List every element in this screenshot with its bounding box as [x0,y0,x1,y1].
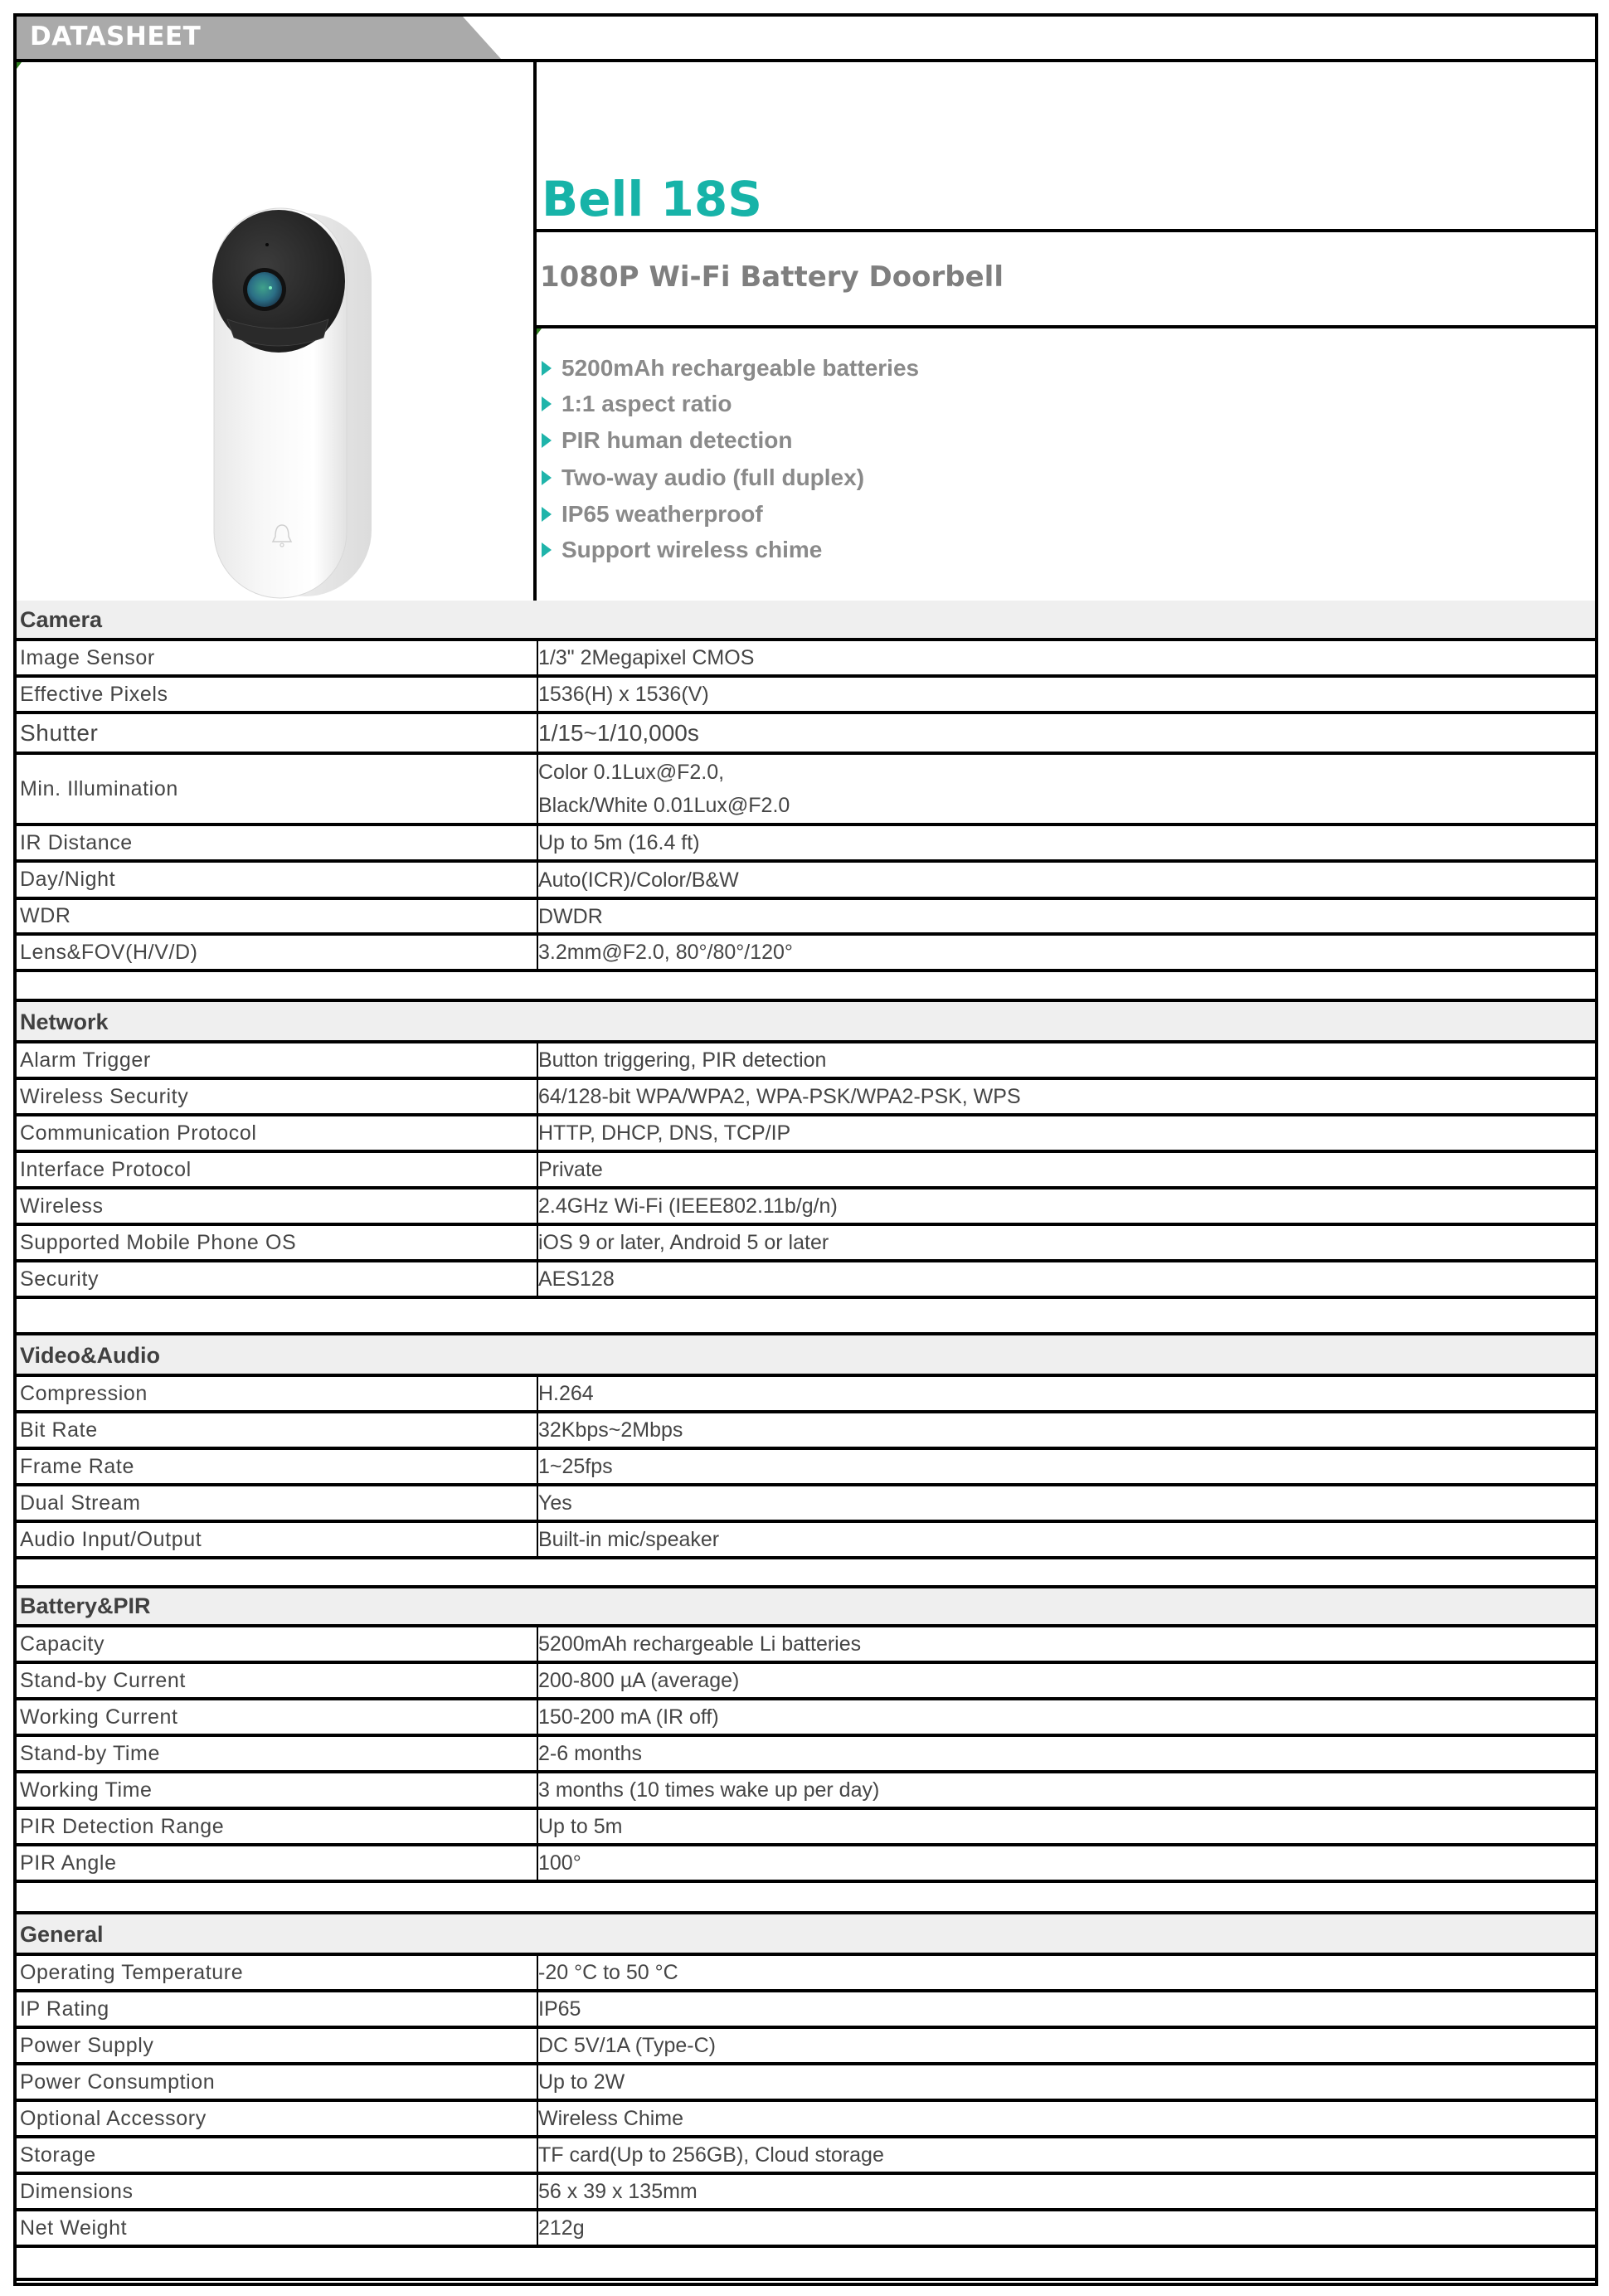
spec-value [535,1773,1595,1807]
feature-text: Two-way audio (full duplex) [561,465,865,490]
triangle-bullet-icon [542,396,552,411]
spec-row [17,900,1595,936]
spec-row [17,678,1595,714]
section-title: Video&Audio [20,1343,161,1368]
feature-text: PIR human detection [561,427,793,453]
datasheet-banner [17,17,1595,62]
spec-row [17,1956,1595,1992]
feature-text: IP65 weatherproof [561,501,763,527]
spec-row [17,1413,1595,1450]
spec-row [17,1664,1595,1700]
spec-value [535,1413,1595,1447]
spec-row [17,1846,1595,1883]
section-title: Camera [20,607,103,632]
section-spacer [17,1559,1595,1588]
spec-row [17,863,1595,900]
feature-item [542,355,919,382]
spec-value [535,1080,1595,1113]
section-header-battery-pir [17,1588,1595,1627]
spec-label: Wireless Security [17,1080,538,1113]
spec-label: Frame Rate [17,1450,538,1483]
spec-label: Bit Rate [17,1413,538,1447]
spec-label: WDR [17,900,538,932]
spec-label: Alarm Trigger [17,1043,538,1077]
spec-row [17,1737,1595,1773]
spec-label: Net Weight [17,2211,538,2245]
spec-label: Storage [17,2138,538,2172]
spec-value [535,678,1595,711]
spec-value-line: Wireless Chime [538,2107,684,2130]
spec-label: Power Supply [17,2029,538,2062]
spec-label: Stand-by Time [17,1737,538,1770]
spec-label: Capacity [17,1627,538,1661]
product-title-cell [537,62,1595,232]
spec-value [535,2102,1595,2135]
spec-row [17,1523,1595,1559]
spec-row [17,714,1595,755]
spec-value [535,1956,1595,1989]
spec-value [535,2029,1595,2062]
spec-label: Wireless [17,1189,538,1223]
product-subtitle: 1080P Wi-Fi Battery Doorbell [540,260,1004,294]
spec-value-line: 2.4GHz Wi-Fi (IEEE802.11b/g/n) [538,1194,838,1218]
spec-label: Working Current [17,1700,538,1734]
section-header-network [17,1002,1595,1043]
spec-row [17,936,1595,972]
spec-row [17,1226,1595,1262]
spec-label: Communication Protocol [17,1116,538,1150]
spec-value-line: 1/3" 2Megapixel CMOS [538,646,755,669]
spec-value-line: iOS 9 or later, Android 5 or later [538,1231,829,1254]
spec-row [17,1262,1595,1299]
section-header-general [17,1914,1595,1956]
spec-row [17,1700,1595,1737]
spec-value-line: 3.2mm@F2.0, 80°/80°/120° [538,941,793,964]
spec-row [17,641,1595,678]
spec-value-line: 1/15~1/10,000s [538,719,699,746]
spec-value-line: Yes [538,1491,572,1515]
spec-label: Lens&FOV(H/V/D) [17,936,538,969]
spec-value-line: H.264 [538,1382,594,1405]
triangle-bullet-icon [542,361,552,376]
spec-value-line: 1~25fps [538,1455,613,1478]
spec-row [17,755,1595,826]
spec-value [535,2138,1595,2172]
spec-value [535,2065,1595,2099]
spec-value-line: 150-200 mA (IR off) [538,1705,719,1729]
spec-value-line: 56 x 39 x 135mm [538,2180,698,2203]
spec-value [535,1189,1595,1223]
spec-value-line: Up to 5m [538,1815,623,1838]
spec-value-line: DC 5V/1A (Type-C) [538,2034,716,2057]
section-spacer [17,1299,1595,1335]
spec-value [535,1450,1595,1483]
spec-row [17,1116,1595,1153]
product-hero [17,62,1595,604]
spec-value-line: 1536(H) x 1536(V) [538,683,709,706]
feature-item [542,501,763,528]
triangle-bullet-icon [542,507,552,522]
spec-value [535,826,1595,859]
spec-row [17,2175,1595,2211]
spec-row [17,1450,1595,1486]
spec-label: Effective Pixels [17,678,538,711]
spec-row [17,2138,1595,2175]
feature-text: 1:1 aspect ratio [561,391,732,416]
spec-label: Optional Accessory [17,2102,538,2135]
spec-row [17,1043,1595,1080]
spec-row [17,2065,1595,2102]
section-spacer [17,2248,1595,2281]
spec-value [535,863,1595,897]
spec-label: Dual Stream [17,1486,538,1520]
feature-text: 5200mAh rechargeable batteries [561,355,920,381]
spec-value-line: -20 °C to 50 °C [538,1961,678,1984]
spec-label: Image Sensor [17,641,538,674]
spec-row [17,1080,1595,1116]
spec-value-line: TF card(Up to 256GB), Cloud storage [538,2143,884,2167]
spec-value [535,1262,1595,1296]
section-header-video-audio [17,1335,1595,1377]
spec-value-line: 100° [538,1851,581,1875]
triangle-bullet-icon [542,433,552,448]
section-title: General [20,1922,104,1947]
spec-row [17,1377,1595,1413]
spec-value-line: Auto(ICR)/Color/B&W [538,868,739,892]
spec-label: IP Rating [17,1992,538,2026]
spec-value-line: Built-in mic/speaker [538,1528,720,1551]
spec-value-line: Up to 5m (16.4 ft) [538,831,700,854]
spec-label: Compression [17,1377,538,1410]
banner-title: DATASHEET [30,22,202,51]
spec-row [17,2029,1595,2065]
triangle-bullet-icon [542,470,552,485]
spec-label: PIR Detection Range [17,1810,538,1843]
cell-marker [537,328,542,335]
spec-label: Shutter [17,714,538,752]
spec-value [535,1043,1595,1077]
feature-item [542,537,822,563]
section-spacer [17,1883,1595,1914]
spec-value-line: 200-800 µA (average) [538,1669,740,1692]
spec-row [17,1189,1595,1226]
spec-value-line: Up to 2W [538,2070,625,2094]
spec-value-line: Color 0.1Lux@F2.0, [538,761,725,784]
spec-value [535,1523,1595,1556]
spec-value [535,2211,1595,2245]
spec-value [535,936,1595,969]
spec-value-line: IP65 [538,1997,581,2021]
spec-value-line: DWDR [538,904,603,928]
spec-value [535,755,1595,823]
product-title: Bell 18S [542,171,762,227]
spec-row [17,2211,1595,2248]
spec-row [17,1810,1595,1846]
feature-item [542,391,732,417]
section-spacer [17,972,1595,1002]
spec-label: Working Time [17,1773,538,1807]
spec-row [17,1153,1595,1189]
doorbell-product-image [189,205,375,603]
spec-value-line: 5200mAh rechargeable Li batteries [538,1632,862,1656]
section-title: Battery&PIR [20,1593,151,1618]
feature-text: Support wireless chime [561,537,823,562]
spec-value [535,641,1595,674]
spec-value [535,1992,1595,2026]
spec-row [17,1773,1595,1810]
spec-value [535,714,1595,752]
spec-value [535,1153,1595,1186]
section-header-camera [17,601,1595,641]
datasheet [13,13,1598,2286]
spec-value-line: Button triggering, PIR detection [538,1048,827,1072]
spec-label: Min. Illumination [17,755,538,823]
spec-value-line: HTTP, DHCP, DNS, TCP/IP [538,1121,791,1145]
cell-marker [17,62,22,69]
spec-value-line: 32Kbps~2Mbps [538,1418,683,1442]
spec-value [535,900,1595,932]
feature-item [542,465,864,491]
section-title: Network [20,1009,109,1034]
spec-label: Day/Night [17,863,538,897]
spec-value [535,1226,1595,1259]
spec-label: IR Distance [17,826,538,859]
product-info [537,62,1595,601]
spec-value-line: 64/128-bit WPA/WPA2, WPA-PSK/WPA2-PSK, WPS [538,1085,1021,1108]
feature-list [537,328,1595,601]
spec-label: Supported Mobile Phone OS [17,1226,538,1259]
spec-value [535,1664,1595,1697]
spec-label: Power Consumption [17,2065,538,2099]
spec-value [535,1116,1595,1150]
spec-value [535,1737,1595,1770]
spec-label: Dimensions [17,2175,538,2208]
spec-row [17,2102,1595,2138]
spec-row [17,826,1595,863]
spec-value [535,1486,1595,1520]
spec-label: Audio Input/Output [17,1523,538,1556]
spec-label: Stand-by Current [17,1664,538,1697]
spec-value-line: 3 months (10 times wake up per day) [538,1778,880,1802]
spec-value [535,1377,1595,1410]
spec-value [535,1846,1595,1880]
product-image-cell [17,62,537,601]
spec-label: PIR Angle [17,1846,538,1880]
spec-row [17,1486,1595,1523]
spec-value-line: Black/White 0.01Lux@F2.0 [538,794,790,817]
spec-value-line: 2-6 months [538,1742,643,1765]
spec-label: Security [17,1262,538,1296]
spec-value-line: AES128 [538,1267,615,1291]
spec-label: Operating Temperature [17,1956,538,1989]
spec-row [17,1992,1595,2029]
spec-row [17,1627,1595,1664]
spec-value [535,1810,1595,1843]
spec-value-line: 212g [538,2216,585,2240]
triangle-bullet-icon [542,542,552,557]
spec-value [535,1700,1595,1734]
spec-value-line: Private [538,1158,603,1181]
spec-value [535,1627,1595,1661]
spec-value [535,2175,1595,2208]
feature-item [542,427,792,454]
spec-label: Interface Protocol [17,1153,538,1186]
product-subtitle-cell [537,232,1595,328]
